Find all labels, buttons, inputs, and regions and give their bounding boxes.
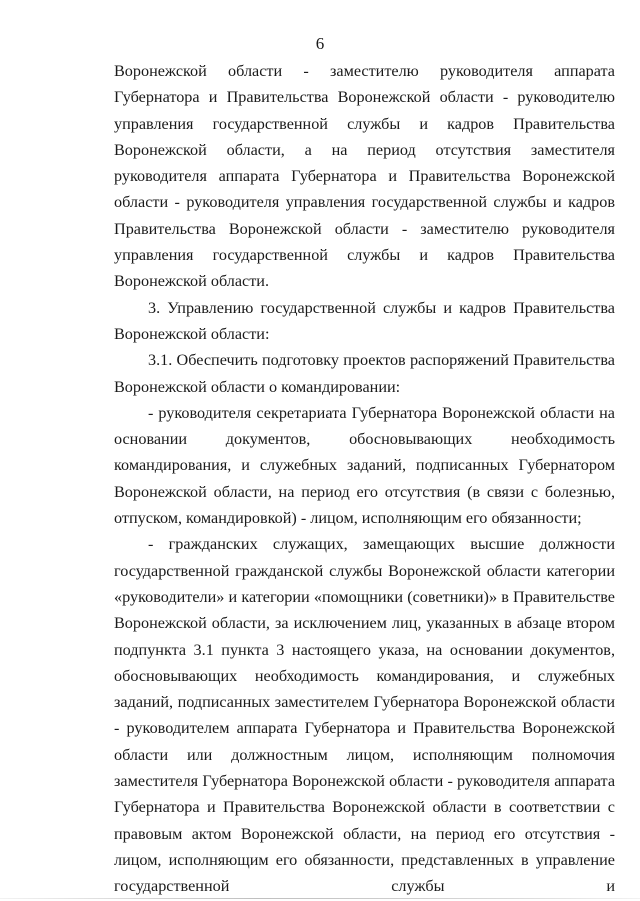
paragraph-item-3-1: 3.1. Обеспечить подготовку проектов распоряжений Правительства Воронежской области о командировании: [114, 351, 615, 396]
document-body [114, 58, 615, 900]
paragraph-bullet-secretariat: - руководителя секретариата Губернатора Воронежской области на основании документов, обосновывающих необходимость командирования, и служебных заданий, подписанных Губернатором Воронежской области, на период его отсутствия (в связи с болезнью, отпуском, командировкой) - лицом, исполняющим его обязанности; [114, 403, 615, 528]
page-number: 6 [315, 34, 325, 53]
paragraph-item-3: 3. Управлению государственной службы и кадров Правительства Воронежской области: [114, 298, 615, 343]
paragraph-bullet-civil-servants: - гражданских служащих, замещающих высшие должности государственной гражданской службы Воронежской области категории «руководители» и категории «помощники (советники)» в Правительстве Воронежской области, за исключением лиц, указанных в абзаце втором подпункта 3.1 пункта 3 настоящего указа, на основании документов, обосновывающих необходимость командирования, и служебных заданий, подписанных заместителем Губернатора Воронежской области - руководителем аппарата Губернатора и Правительства Воронежской области или должностным лицом, исполняющим полномочия заместителя Губернатора Воронежской области - руководителя аппарата Губернатора и Правительства Воронежской области в соответствии с правовым актом Воронежской области, на период его отсутствия - лицом, исполняющим его обязанности, представленных в управление государственной службы и [114, 535, 615, 896]
scan-bottom-edge [0, 898, 640, 899]
paragraph-continuation: Воронежской области - заместителю руководителя аппарата Губернатора и Правительства Воронежской области - руководителю управления государственной службы и кадров Правительства Воронежской области, а на период отсутствия заместителя руководителя аппарата Губернатора и Правительства Воронежской области - руководителя управления государственной службы и кадров Правительства Воронежской области - заместителю руководителя управления государственной службы и кадров Правительства Воронежской области. [114, 62, 615, 291]
